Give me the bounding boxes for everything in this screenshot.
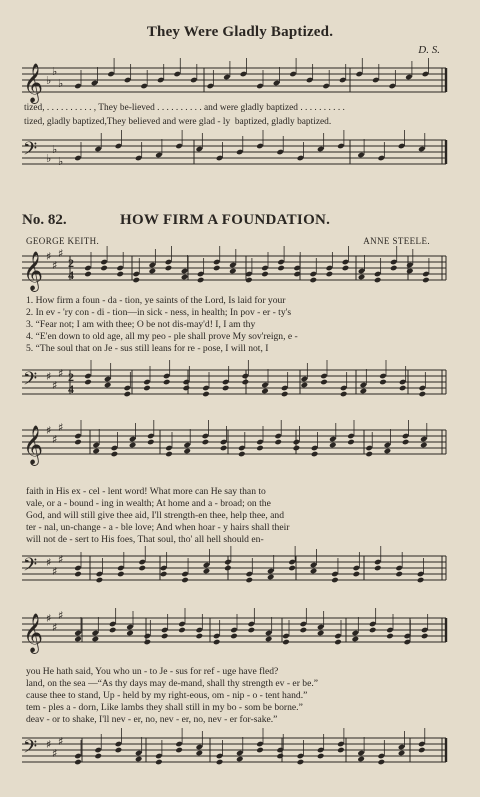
hymn-number: No. 82.	[22, 212, 67, 228]
note-head	[276, 753, 284, 760]
note-head	[124, 391, 132, 398]
system2-treble-staff	[0, 422, 480, 470]
note-head	[358, 274, 366, 281]
system1-verse-3: 3. “Fear not; I am with thee; O be not dis-may'd! I, I am thy	[26, 319, 256, 330]
note-head	[311, 451, 319, 458]
treble-clef-icon: 𝄞	[23, 63, 44, 103]
note-head	[117, 571, 125, 578]
note-head	[374, 277, 382, 284]
note-head	[256, 445, 264, 452]
hymn-author: ANNE STEELE.	[363, 236, 430, 246]
note-head	[390, 265, 398, 272]
note-head	[115, 747, 123, 754]
note-head	[334, 639, 342, 646]
flat-icon: ♭	[58, 155, 64, 168]
sharp-icon: ♯	[58, 553, 64, 566]
note-head	[399, 385, 407, 392]
note-head	[238, 451, 246, 458]
system3-verse-1: you He hath said, You who un - to Je - sus for ref - uge have fled?	[26, 666, 279, 677]
note-head	[183, 448, 191, 455]
note-head	[94, 753, 102, 760]
note-head	[402, 439, 410, 446]
note-head	[418, 747, 426, 754]
sharp-icon: ♯	[46, 370, 52, 383]
system2-verse-4: ter - nal, un-change - a - ble love; And when hoar - y hairs shall their	[26, 522, 290, 533]
note-head	[326, 271, 334, 278]
note-head	[236, 756, 244, 763]
system2-verse-2: vale, or a - bound - ing in wealth; At home and a - broad; on the	[26, 498, 271, 509]
note-head	[320, 379, 328, 386]
note-head	[175, 747, 183, 754]
note-head	[183, 385, 191, 392]
sharp-icon: ♯	[52, 379, 58, 392]
treble-clef-icon: 𝄞	[23, 425, 44, 465]
sharp-icon: ♯	[52, 433, 58, 446]
ds-marking: D. S.	[418, 44, 440, 56]
note-head	[261, 271, 269, 278]
note-head	[147, 439, 155, 446]
sharp-icon: ♯	[58, 735, 64, 748]
time-signature-top: 2	[68, 370, 74, 384]
note-head	[220, 445, 228, 452]
note-head	[129, 442, 137, 449]
sharp-icon: ♯	[52, 565, 58, 578]
note-head	[196, 633, 204, 640]
note-head	[379, 379, 387, 386]
system1-bass-staff	[0, 362, 480, 410]
note-head	[347, 439, 355, 446]
note-head	[165, 451, 173, 458]
note-head	[109, 627, 117, 634]
note-head	[274, 439, 282, 446]
note-head	[342, 265, 350, 272]
note-head	[181, 274, 189, 281]
note-head	[84, 271, 92, 278]
system1-treble-staff	[0, 248, 480, 296]
hymn-composer: GEORGE KEITH.	[26, 236, 100, 246]
flat-icon: ♭	[58, 77, 64, 90]
note-head	[216, 759, 224, 766]
note-head	[293, 445, 301, 452]
note-head	[155, 759, 163, 766]
note-head	[213, 265, 221, 272]
note-head	[224, 565, 232, 572]
note-head	[369, 627, 377, 634]
note-head	[138, 565, 146, 572]
time-signature-bottom: 4	[68, 382, 74, 396]
section-title: They Were Gladly Baptized.	[146, 24, 334, 40]
note-head	[301, 382, 309, 389]
note-head	[165, 265, 173, 272]
note-head	[126, 630, 134, 637]
note-head	[104, 382, 112, 389]
note-head	[181, 577, 189, 584]
flat-icon: ♭	[46, 74, 52, 87]
note-head	[256, 747, 264, 754]
note-head	[329, 442, 337, 449]
system3-treble-staff	[0, 610, 480, 658]
sharp-icon: ♯	[58, 421, 64, 434]
note-head	[420, 442, 428, 449]
note-head	[406, 268, 414, 275]
system2-verse-3: God, and will still give thee aid, I'll strength-en thee, help thee, and	[26, 510, 285, 521]
note-head	[149, 268, 157, 275]
time-signature-top: 2	[68, 256, 74, 270]
note-head	[309, 277, 317, 284]
note-head	[144, 639, 152, 646]
note-head	[317, 630, 325, 637]
sharp-icon: ♯	[58, 247, 64, 260]
note-head	[282, 639, 290, 646]
note-head	[229, 268, 237, 275]
note-head	[352, 636, 360, 643]
treble-clef-icon: 𝄞	[23, 613, 44, 653]
note-head	[365, 451, 373, 458]
note-head	[384, 448, 392, 455]
hymn-title: HOW FIRM A FOUNDATION.	[120, 212, 331, 228]
note-head	[422, 277, 430, 284]
sharp-icon: ♯	[52, 259, 58, 272]
note-head	[116, 271, 124, 278]
note-head	[297, 759, 305, 766]
note-head	[202, 391, 210, 398]
note-head	[395, 571, 403, 578]
note-head	[261, 388, 269, 395]
flat-icon: ♭	[52, 143, 58, 156]
note-head	[300, 627, 308, 634]
note-head	[132, 277, 140, 284]
note-head	[242, 379, 250, 386]
bass-clef-icon: 𝄢	[23, 737, 38, 762]
note-head	[178, 627, 186, 634]
treble-clef-icon: 𝄞	[23, 251, 44, 291]
note-head	[143, 385, 151, 392]
system3-verse-4: tem - ples a - dorn, Like lambs they shall still in my bo - som be borne.”	[26, 702, 303, 713]
note-head	[96, 577, 104, 584]
note-head	[163, 379, 171, 386]
note-head	[378, 759, 386, 766]
note-head	[398, 750, 406, 757]
note-head	[203, 568, 211, 575]
top-bass-staff	[0, 132, 480, 182]
system1-verse-1: 1. How firm a foun - da - tion, ye saints of the Lord, Is laid for your	[26, 295, 286, 306]
note-head	[100, 265, 108, 272]
note-head	[386, 633, 394, 640]
note-head	[135, 756, 143, 763]
system1-verse-5: 5. “The soul that on Je - sus still leans for re - pose, I will not, I	[26, 343, 269, 354]
sharp-icon: ♯	[58, 367, 64, 380]
note-head	[421, 633, 429, 640]
note-head	[340, 391, 348, 398]
note-head	[417, 577, 425, 584]
sharp-icon: ♯	[46, 612, 52, 625]
note-head	[84, 379, 92, 386]
note-head	[360, 388, 368, 395]
note-head	[288, 565, 296, 572]
note-head	[74, 439, 82, 446]
time-signature-bottom: 4	[68, 268, 74, 282]
system2-verse-5: will not de - sert to His foes, That soul, tho' all hell should en-	[26, 534, 264, 545]
flat-icon: ♭	[52, 65, 58, 78]
note-head	[160, 571, 168, 578]
sharp-icon: ♯	[46, 556, 52, 569]
note-head	[222, 385, 230, 392]
bass-clef-icon: 𝄢	[23, 369, 38, 394]
system3-bass-staff	[0, 730, 480, 778]
note-head	[310, 568, 318, 575]
note-head	[202, 439, 210, 446]
note-head	[357, 756, 365, 763]
note-head	[74, 571, 82, 578]
system1-verse-2: 2. In ev - 'ry con - di - tion—in sick - ness, in health; In pov - er - ty's	[26, 307, 292, 318]
sharp-icon: ♯	[52, 621, 58, 634]
note-head	[111, 451, 119, 458]
note-head	[277, 265, 285, 272]
sharp-icon: ♯	[46, 424, 52, 437]
sharp-icon: ♯	[58, 609, 64, 622]
note-head	[267, 574, 275, 581]
sharp-icon: ♯	[46, 738, 52, 751]
note-head	[74, 636, 82, 643]
note-head	[246, 577, 254, 584]
note-head	[265, 636, 273, 643]
note-head	[281, 391, 289, 398]
note-head	[337, 747, 345, 754]
system2-verse-1: faith in His ex - cel - lent word! What more can He say than to	[26, 486, 266, 497]
note-head	[248, 627, 256, 634]
note-head	[230, 633, 238, 640]
sharp-icon: ♯	[46, 250, 52, 263]
note-head	[374, 565, 382, 572]
bass-clef-icon: 𝄢	[23, 139, 38, 164]
note-head	[92, 636, 100, 643]
note-head	[213, 639, 221, 646]
note-head	[92, 448, 100, 455]
sharp-icon: ♯	[52, 747, 58, 760]
note-head	[74, 759, 82, 766]
top-lyric-line-2: tized, gladly baptized,They believed and were glad - ly baptized, gladly baptized.	[24, 117, 332, 127]
system2-bass-staff	[0, 548, 480, 596]
note-head	[353, 571, 361, 578]
note-head	[197, 277, 205, 284]
system3-verse-5: deav - or to shake, I'll nev - er, no, nev - er, no, nev - er for-sake.”	[26, 714, 278, 725]
system3-verse-3: cause thee to stand, Up - held by my right-eous, om - nip - o - tent hand.”	[26, 690, 308, 701]
bass-clef-icon: 𝄢	[23, 555, 38, 580]
note-head	[419, 391, 427, 398]
top-lyric-line-1: tized, . . . . . . . . . . , They be-lieved . . . . . . . . . . and were gladly baptized . . . . . . . . . .	[24, 103, 345, 113]
note-head	[196, 750, 204, 757]
flat-icon: ♭	[46, 152, 52, 165]
note-head	[331, 577, 339, 584]
system3-verse-2: land, on the sea —“As thy days may de-mand, shall thy strength ev - er be.”	[26, 678, 318, 689]
system1-verse-4: 4. “E'en down to old age, all my peo - ple shall prove My sov'reign, e -	[26, 331, 298, 342]
note-head	[317, 753, 325, 760]
note-head	[161, 633, 169, 640]
